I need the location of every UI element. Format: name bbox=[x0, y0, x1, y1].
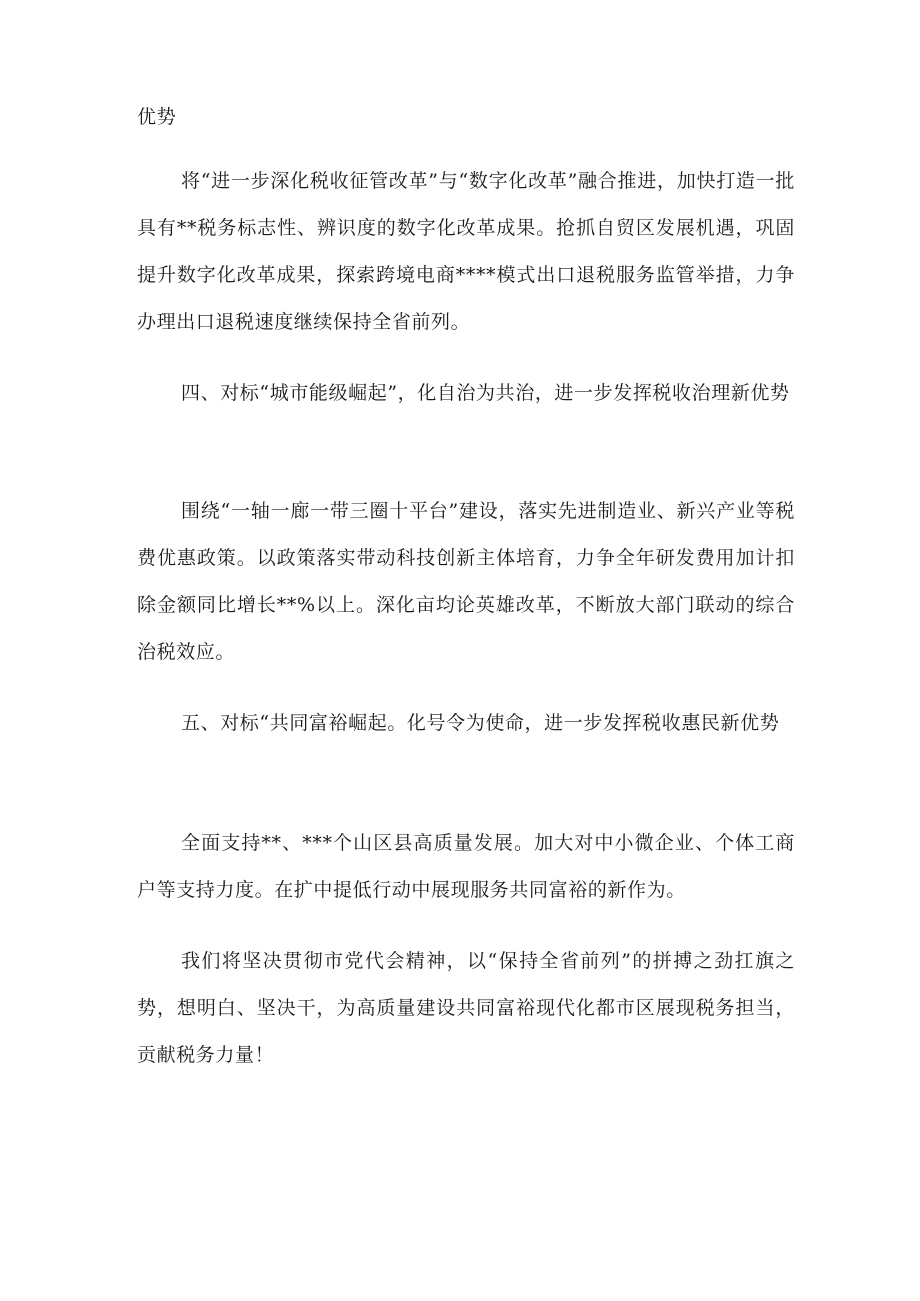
body-paragraph-3: 全面支持**、***个山区县高质量发展。加大对中小微企业、个体工商户等支持力度。在扩中提低行动中展现服务共同富裕的新作为。 bbox=[137, 832, 795, 901]
closing-paragraph: 我们将坚决贯彻市党代会精神，以“保持全省前列”的拼搏之劲扛旗之势，想明白、坚决干，为高质量建设共同富裕现代化都市区展现税务担当，贡献税务力量！ bbox=[137, 950, 795, 1066]
body-paragraph-1: 将“进一步深化税收征管改革”与“数字化改革”融合推进，加快打造一批具有**税务标志性、辨识度的数字化改革成果。抢抓自贸区发展机遇，巩固提升数字化改革成果，探索跨境电商****模式出口退税服务监管举措，力争办理出口退税速度继续保持全省前列。 bbox=[137, 170, 795, 333]
heading-continuation: 优势 bbox=[137, 106, 177, 128]
section-heading-4: 四、对标“城市能级崛起”，化自治为共治，进一步发挥税收治理新优势 bbox=[181, 382, 790, 404]
section-heading-5: 五、对标“共同富裕崛起。化号令为使命，进一步发挥税收惠民新优势 bbox=[181, 712, 780, 734]
body-paragraph-2: 围绕“一轴一廊一带三圈十平台”建设，落实先进制造业、新兴产业等税费优惠政策。以政策落实带动科技创新主体培育，力争全年研发费用加计扣除金额同比增长**%以上。深化亩均论英雄改革，不断放大部门联动的综合治税效应。 bbox=[137, 500, 795, 663]
